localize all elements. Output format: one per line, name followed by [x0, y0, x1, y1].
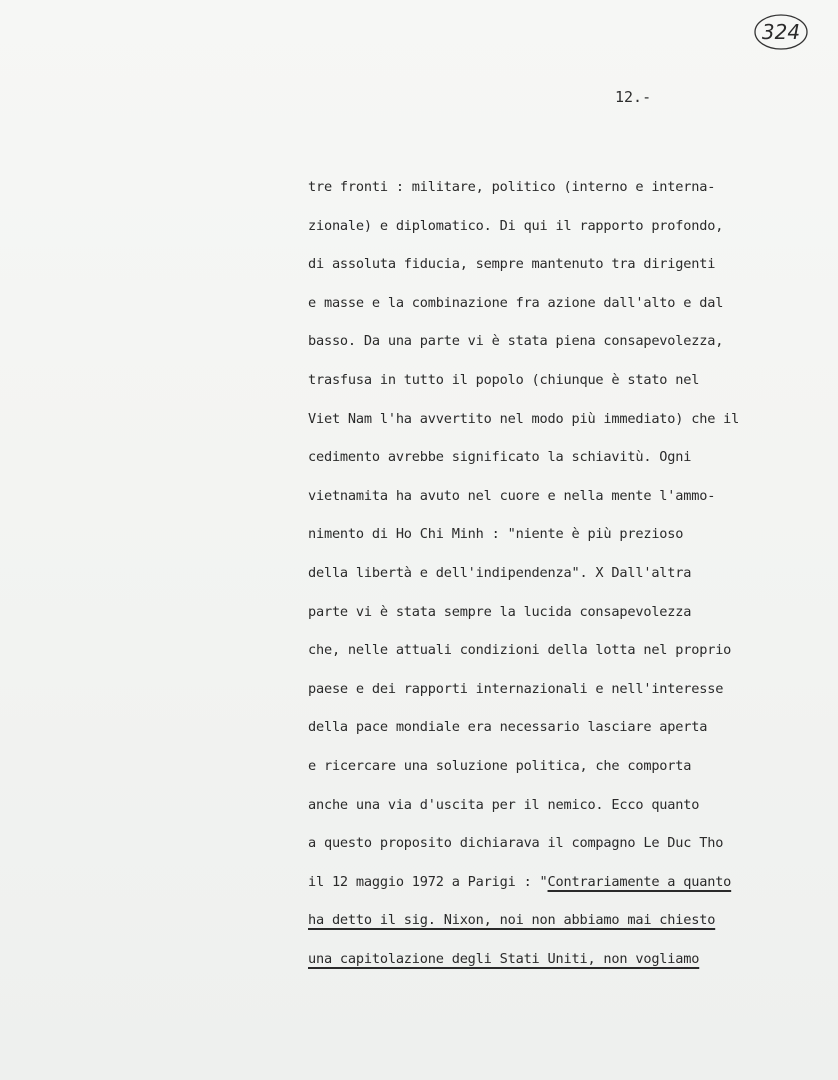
text-line: di assoluta fiducia, sempre mantenuto tra dirigenti	[308, 256, 716, 273]
text-line: zionale) e diplomatico. Di qui il rapporto profondo,	[308, 217, 724, 234]
text-line: a questo proposito dichiarava il compagno Le Duc Tho	[308, 835, 724, 852]
text-line: cedimento avrebbe significato la schiavitù. Ogni	[308, 449, 692, 466]
text-line: paese e dei rapporti internazionali e nell'interesse	[308, 680, 724, 697]
text-line	[308, 863, 836, 902]
underlined-quote-segment: Contrariamente a quanto	[547, 873, 732, 890]
underlined-quote-segment: una capitolazione degli Stati Uniti, non vogliamo	[308, 950, 700, 967]
text-line: basso. Da una parte vi è stata piena consapevolezza,	[308, 333, 724, 350]
text-line: della pace mondiale era necessario lasciare aperta	[308, 719, 708, 736]
text-line	[308, 940, 836, 979]
underlined-quote-segment: ha detto il sig. Nixon, noi non abbiamo mai chiesto	[308, 912, 716, 929]
text-segment: il 12 maggio 1972 a Parigi : "	[308, 873, 548, 890]
text-line	[308, 901, 836, 940]
text-line: e masse e la combinazione fra azione dall'alto e dal	[308, 294, 724, 311]
text-line: vietnamita ha avuto nel cuore e nella mente l'ammo-	[308, 487, 716, 504]
text-line: nimento di Ho Chi Minh : "niente è più prezioso	[308, 526, 684, 543]
text-line: Viet Nam l'ha avvertito nel modo più immediato) che il	[308, 410, 740, 427]
archive-number-stamp	[752, 12, 810, 52]
text-line: trasfusa in tutto il popolo (chiunque è stato nel	[308, 371, 700, 388]
archive-number-text: 324	[761, 20, 801, 44]
text-line: tre fronti : militare, politico (interno e interna-	[308, 179, 716, 195]
text-line: e ricercare una soluzione politica, che comporta	[308, 757, 692, 774]
text-line: parte vi è stata sempre la lucida consapevolezza	[308, 603, 692, 620]
typed-body-text	[308, 168, 836, 978]
text-line: anche una via d'uscita per il nemico. Ecco quanto	[308, 796, 700, 813]
text-line: che, nelle attuali condizioni della lotta nel proprio	[308, 642, 732, 659]
text-line: della libertà e dell'indipendenza". X Dall'altra	[308, 564, 692, 581]
page-number: 12.-	[615, 88, 652, 106]
